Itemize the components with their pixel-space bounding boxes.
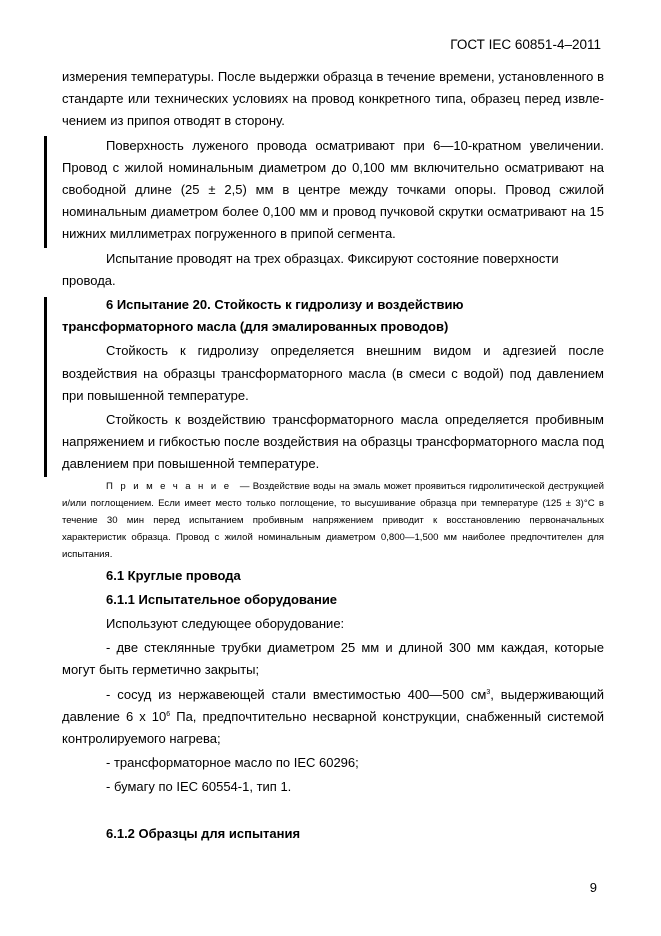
note-label: Примечание: [106, 480, 237, 492]
document-header: ГОСТ IEC 60851-4–2011: [450, 37, 601, 52]
paragraph: измерения температуры. После выдержки образца в течение времени, установленного в стандарте или технических условиях на провод конкретного типа, образец перед извле-чением из припоя отводят в сторону.: [62, 69, 604, 129]
spacer: [62, 799, 604, 819]
note-text: — Воздействие воды на эмаль может проявиться гидролитической деструкцией и/или поглощением. Если имеет место только поглощение, то высушивание образца при температуре (125 ± 3)°С в течение 30 мин перед испытанием пробивным напряжением приводит к восстановлению первоначальных характеристик образца. Провод с жилой номинальным диаметром 0,800—1,500 мм наиболее предпочтителен для испытания.: [62, 480, 604, 560]
list-item-text: Па, предпочтительно несварной конструкции, снабженный системой контролируемого нагрева;: [62, 708, 604, 747]
page-number: 9: [589, 880, 597, 895]
change-bar: [44, 136, 47, 248]
list-item: [62, 684, 604, 751]
list-item: - бумагу по IEC 60554-1, тип 1.: [106, 779, 292, 795]
list-item-text: - сосуд из нержавеющей стали вместимостью 400—500 см: [106, 686, 487, 702]
change-bar: [44, 297, 47, 477]
paragraph: Испытание проводят на трех образцах. Фиксируют состояние поверхности: [106, 250, 559, 266]
subsection-heading: 6.1.2 Образцы для испытания: [106, 825, 301, 841]
note: [62, 478, 604, 563]
superscript: 6: [166, 710, 171, 718]
paragraph: провода.: [62, 272, 116, 288]
document-body: [62, 66, 604, 845]
list-item: - трансформаторное масло по IEC 60296;: [106, 755, 359, 771]
section-heading: трансформаторного масла (для эмалированных проводов): [62, 319, 449, 335]
section-heading: 6 Испытание 20. Стойкость к гидролизу и воздействию: [106, 297, 464, 313]
paragraph: Стойкость к воздействию трансформаторного масла определяется пробивным напряжением и гибкостью после воздействия на образцы трансформаторного масла под давлением при повышенной температуре.: [62, 412, 604, 472]
paragraph: Используют следующее оборудование:: [106, 616, 345, 632]
list-item: - две стеклянные трубки диаметром 25 мм и длиной 300 мм каждая, которые могут быть герметично закрыты;: [62, 640, 604, 678]
paragraph: Поверхность луженого провода осматривают при 6—10-кратном увеличении. Провод с жилой номинальным диаметром до 0,100 мм включительно осматривают на свободной длине (25 ± 2,5) мм в центре между точками опоры. Провод сжилой номинальным диаметром более 0,100 мм и провод пучковой скрутки осматривают на 15 нижних миллиметрах погруженного в припой сегмента.: [62, 137, 604, 242]
subsection-heading: 6.1.1 Испытательное оборудование: [106, 591, 338, 607]
subsection-heading: 6.1 Круглые провода: [106, 567, 241, 583]
list-item-text: , выдерживающий давление 6 х 10: [62, 686, 605, 724]
superscript: 3: [486, 688, 491, 696]
paragraph: Стойкость к гидролизу определяется внешним видом и адгезией после воздействия на образцы трансформаторного масла (в смеси с водой) под давлением при повышенной температуре.: [62, 343, 604, 403]
